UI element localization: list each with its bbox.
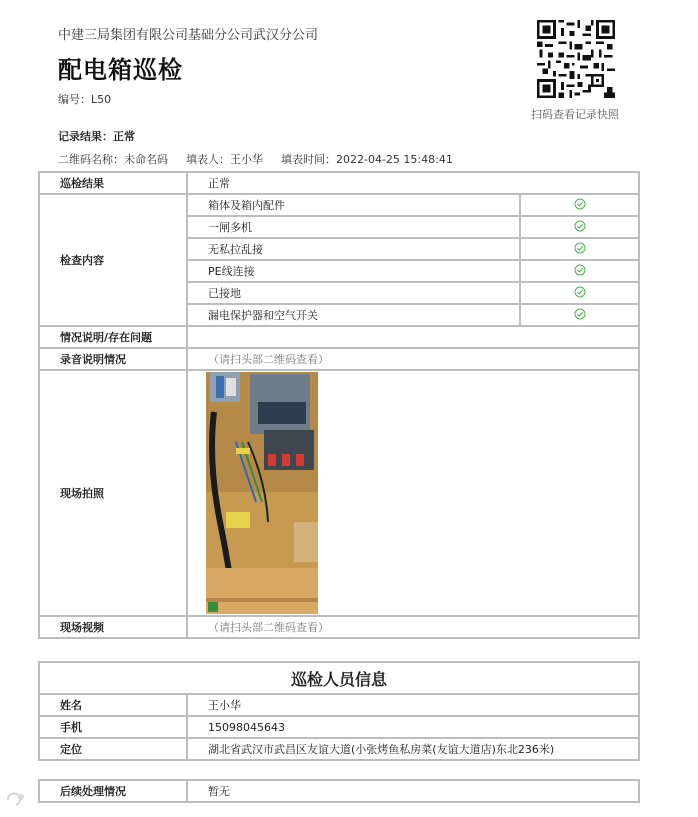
check-item-status	[520, 282, 639, 304]
check-circle-icon	[574, 220, 586, 232]
check-circle-icon	[574, 286, 586, 298]
table-row	[39, 694, 639, 716]
notes-value	[187, 326, 639, 348]
check-circle-icon	[574, 198, 586, 210]
record-code: 编号：L50	[58, 93, 112, 106]
watermark-logo-icon	[6, 792, 28, 808]
check-item-label: 已接地	[187, 282, 520, 304]
check-circle-icon	[574, 264, 586, 276]
fill-time: 填表时间：2022-04-25 15:48:41	[281, 153, 453, 166]
location-value: 湖北省武汉市武昌区友谊大道(小张烤鱼私房菜(友谊大道店)东北236米)	[187, 738, 639, 760]
photo-label: 现场拍照	[39, 370, 187, 616]
result-value: 正常	[187, 172, 639, 194]
check-item-status	[520, 260, 639, 282]
result-label: 巡检结果	[39, 172, 187, 194]
content-label: 检查内容	[39, 194, 187, 326]
page-title: 配电箱巡检	[58, 56, 183, 84]
audio-hint: （请扫头部二维码查看）	[187, 348, 639, 370]
followup-label: 后续处理情况	[39, 780, 187, 802]
check-item-status	[520, 194, 639, 216]
meta-row	[58, 151, 453, 167]
photo-cell	[187, 370, 639, 616]
check-item-status	[520, 304, 639, 326]
company-name: 中建三局集团有限公司基础分公司武汉分公司	[58, 28, 319, 43]
table-row	[39, 326, 639, 348]
watermark	[6, 792, 28, 808]
qr-name: 二维码名称：未命名码	[58, 153, 168, 166]
followup-table	[38, 779, 640, 803]
check-item-label: PE线连接	[187, 260, 520, 282]
check-item-label: 箱体及箱内配件	[187, 194, 520, 216]
check-circle-icon	[574, 308, 586, 320]
location-label: 定位	[39, 738, 187, 760]
check-circle-icon	[574, 242, 586, 254]
personnel-table	[38, 661, 640, 761]
table-row	[39, 348, 639, 370]
name-value: 王小华	[187, 694, 639, 716]
phone-value: 15098045643	[187, 716, 639, 738]
table-row	[39, 370, 639, 616]
video-label: 现场视频	[39, 616, 187, 638]
table-row	[39, 616, 639, 638]
check-item-label: 无私拉乱接	[187, 238, 520, 260]
phone-label: 手机	[39, 716, 187, 738]
inspection-table	[38, 171, 640, 639]
table-row	[39, 662, 639, 694]
site-photo[interactable]	[206, 372, 318, 614]
table-row	[39, 194, 639, 216]
filler: 填表人：王小华	[186, 153, 263, 166]
table-row	[39, 780, 639, 802]
followup-value: 暂无	[187, 780, 639, 802]
record-result: 记录结果：正常	[58, 130, 135, 143]
check-item-status	[520, 216, 639, 238]
table-row	[39, 738, 639, 760]
video-hint: （请扫头部二维码查看）	[187, 616, 639, 638]
name-label: 姓名	[39, 694, 187, 716]
audio-label: 录音说明情况	[39, 348, 187, 370]
check-item-label: 一闸多机	[187, 216, 520, 238]
qr-code-icon[interactable]	[537, 20, 615, 98]
section-title: 巡检人员信息	[39, 662, 639, 694]
table-row	[39, 716, 639, 738]
check-item-status	[520, 238, 639, 260]
check-item-label: 漏电保护器和空气开关	[187, 304, 520, 326]
qr-caption: 扫码查看记录快照	[531, 108, 619, 121]
notes-label: 情况说明/存在问题	[39, 326, 187, 348]
table-row	[39, 172, 639, 194]
